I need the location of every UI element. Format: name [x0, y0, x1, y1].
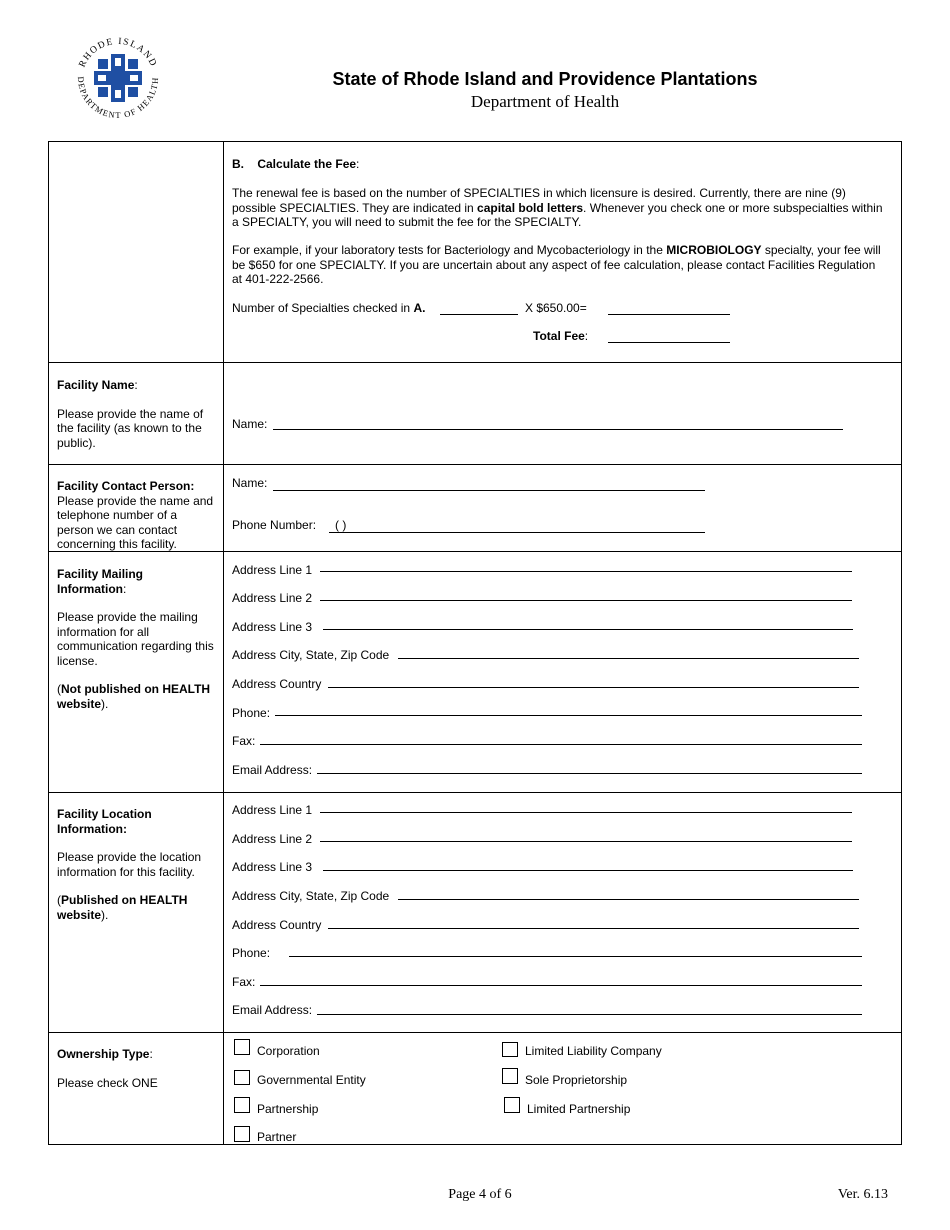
mailing-phone-label: Phone:	[232, 706, 271, 720]
ri-department-of-health-logo	[68, 32, 168, 124]
mailing-address-line-1-field[interactable]	[320, 571, 852, 572]
location-address-line-1-label: Address Line 1	[232, 803, 313, 817]
facility-name-label: Facility Name: Please provide the name of the facility (as known to the public).	[57, 378, 204, 450]
mailing-email-field[interactable]	[317, 773, 862, 774]
location-city-state-zip-field[interactable]	[398, 899, 859, 900]
location-phone-label: Phone:	[232, 946, 271, 960]
row-divider	[49, 362, 901, 363]
location-email-field[interactable]	[317, 1014, 862, 1015]
checkbox-limited-liability-company[interactable]	[502, 1042, 518, 1057]
mailing-email-label: Email Address:	[232, 763, 313, 777]
mailing-address-line-2-label: Address Line 2	[232, 591, 313, 605]
page-subtitle: Department of Health	[470, 92, 620, 111]
svg-text:DEPARTMENT OF HEALTH: DEPARTMENT OF HEALTH	[75, 76, 161, 121]
row-divider	[49, 464, 901, 465]
option-limited-partnership-label: Limited Partnership	[527, 1102, 631, 1116]
location-country-field[interactable]	[328, 928, 859, 929]
ownership-type-label: Ownership Type: Please check ONE	[57, 1047, 158, 1090]
specialty-count-label: Number of Specialties checked in A.	[232, 301, 426, 315]
contact-name-label: Name:	[232, 476, 268, 490]
location-address-line-3-field[interactable]	[323, 870, 853, 871]
option-partnership-label: Partnership	[257, 1102, 319, 1116]
mailing-city-state-zip-label: Address City, State, Zip Code	[232, 648, 390, 662]
contact-name-field[interactable]	[273, 490, 705, 491]
option-governmental-entity-label: Governmental Entity	[257, 1073, 366, 1087]
location-fax-label: Fax:	[232, 975, 256, 989]
location-city-state-zip-label: Address City, State, Zip Code	[232, 889, 390, 903]
contact-phone-label: Phone Number:	[232, 518, 317, 532]
location-info-label: Facility Location Information: Please provide the location information for this facility. (Published on HEALTH website).	[57, 807, 202, 922]
specialty-count-field[interactable]	[440, 314, 518, 315]
fee-heading: B. Calculate the Fee:	[232, 157, 360, 171]
checkbox-sole-proprietorship[interactable]	[502, 1068, 518, 1084]
fee-multiplier: X $650.00=	[525, 301, 587, 315]
location-address-line-2-label: Address Line 2	[232, 832, 313, 846]
column-divider	[223, 142, 224, 1144]
mailing-phone-field[interactable]	[275, 715, 862, 716]
fee-paragraph-1: The renewal fee is based on the number of SPECIALTIES in which licensure is desired. Currently, there are nine (9) possible SPECIALTIES. They are indicated in capital bold letters. Whenever you check one or more subspecialties within a SPECIALTY, you will need to submit the fee for the SPECIALTY.	[232, 186, 883, 229]
location-address-line-1-field[interactable]	[320, 812, 852, 813]
location-fax-field[interactable]	[260, 985, 862, 986]
location-phone-field[interactable]	[289, 956, 862, 957]
option-sole-proprietorship-label: Sole Proprietorship	[525, 1073, 628, 1087]
option-partner-label: Partner	[257, 1130, 297, 1144]
mailing-country-field[interactable]	[328, 687, 859, 688]
application-form	[48, 141, 902, 1145]
total-fee-label: Total Fee:	[533, 329, 589, 343]
mailing-address-line-3-label: Address Line 3	[232, 620, 313, 634]
checkbox-governmental-entity[interactable]	[234, 1070, 250, 1085]
row-divider	[49, 1032, 901, 1033]
mailing-address-line-2-field[interactable]	[320, 600, 852, 601]
location-email-label: Email Address:	[232, 1003, 313, 1017]
fee-paragraph-2: For example, if your laboratory tests for Bacteriology and Mycobacteriology in the MICROBIOLOGY specialty, your fee will be $650 for one SPECIALTY. If you are uncertain about any aspect of fee calculation, please contact Facilities Regulation at 401-222-2566.	[232, 243, 881, 286]
checkbox-partner[interactable]	[234, 1126, 250, 1142]
checkbox-limited-partnership[interactable]	[504, 1097, 520, 1113]
svg-text:RHODE ISLAND: RHODE ISLAND	[77, 36, 159, 70]
mailing-country-label: Address Country	[232, 677, 322, 691]
mailing-fax-label: Fax:	[232, 734, 256, 748]
checkbox-partnership[interactable]	[234, 1097, 250, 1113]
row-divider	[49, 792, 901, 793]
contact-phone-area-code: ( )	[335, 518, 347, 532]
page-title: State of Rhode Island and Providence Plantations	[332, 69, 758, 89]
checkbox-corporation[interactable]	[234, 1039, 250, 1055]
mailing-fax-field[interactable]	[260, 744, 862, 745]
location-address-line-3-label: Address Line 3	[232, 860, 313, 874]
location-country-label: Address Country	[232, 918, 322, 932]
contact-phone-field[interactable]	[329, 532, 705, 533]
form-version: Ver. 6.13	[837, 1187, 888, 1202]
page-number: Page 4 of 6	[448, 1187, 512, 1202]
option-corporation-label: Corporation	[257, 1044, 320, 1058]
facility-name-field-label: Name:	[232, 417, 268, 431]
location-address-line-2-field[interactable]	[320, 841, 852, 842]
mailing-address-line-1-label: Address Line 1	[232, 563, 313, 577]
facility-name-field[interactable]	[273, 429, 843, 430]
total-fee-field[interactable]	[608, 342, 730, 343]
fee-subtotal-field[interactable]	[608, 314, 730, 315]
option-llc-label: Limited Liability Company	[525, 1044, 662, 1058]
mailing-address-line-3-field[interactable]	[323, 629, 853, 630]
mailing-city-state-zip-field[interactable]	[398, 658, 859, 659]
mailing-info-label: Facility Mailing Information: Please provide the mailing information for all communication regarding this license. (Not published on HEALTH website).	[57, 567, 214, 711]
contact-person-label: Facility Contact Person: Please provide the name and telephone number of a person we can contact concerning this facility.	[57, 479, 214, 551]
